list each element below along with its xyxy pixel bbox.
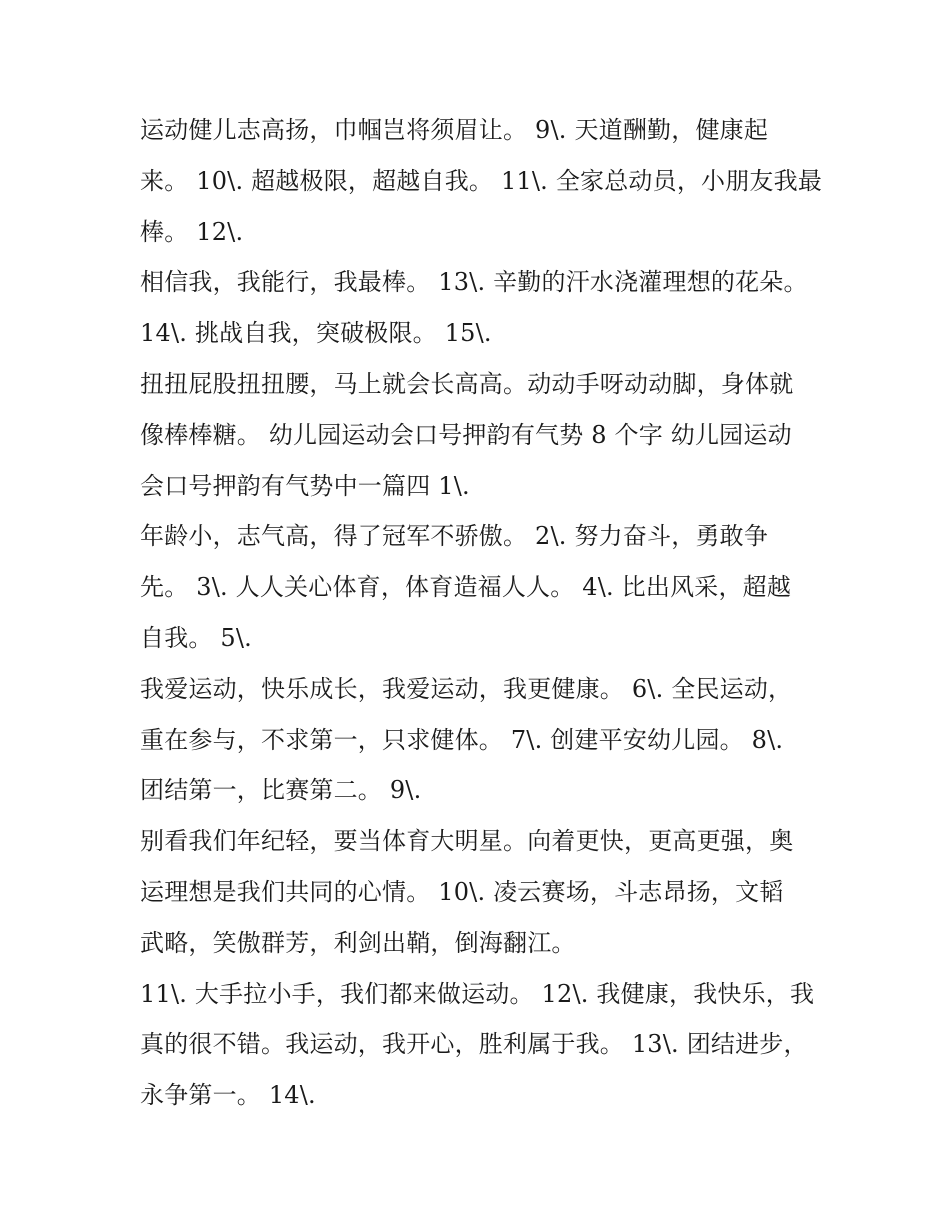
text-line: 会口号押韵有气势中一篇四 1\. [140, 471, 470, 500]
text-line: 运动健儿志高扬，巾帼岂将须眉让。 9\. 天道酬勤，健康起 [140, 116, 769, 144]
document-body [140, 105, 823, 1121]
text-line: 运理想是我们共同的心情。 10\. 凌云赛场，斗志昂扬，文韬 [140, 877, 784, 906]
text-line: 棒。 12\. [140, 217, 244, 246]
text-line: 别看我们年纪轻，要当体育大明星。向着更快，更高更强，奥 [140, 827, 794, 856]
text-line: 真的很不错。我运动，我开心，胜利属于我。 13\. 团结进步， [140, 1030, 808, 1059]
text-line: 先。 3\. 人人关心体育，体育造福人人。 4\. 比出风采，超越 [140, 573, 792, 602]
text-line: 扭扭屁股扭扭腰，马上就会长高高。动动手呀动动脚，身体就 [140, 369, 794, 398]
text-line: 永争第一。 14\. [140, 1081, 316, 1110]
text-line: 年龄小，志气高，得了冠军不骄傲。 2\. 努力奋斗，勇敢争 [140, 522, 769, 551]
text-line: 武略，笑傲群芳，利剑出鞘，倒海翻江。 [140, 928, 576, 957]
text-line: 来。 10\. 超越极限，超越自我。 11\. 全家总动员，小朋友我最 [140, 166, 823, 195]
text-line: 像棒棒糖。 幼儿园运动会口号押韵有气势 8 个字 幼儿园运动 [140, 420, 792, 449]
text-line: 相信我，我能行，我最棒。 13\. 辛勤的汗水浇灌理想的花朵。 [140, 268, 808, 297]
text-line: 团结第一，比赛第二。 9\. [140, 776, 422, 805]
text-line: 14\. 挑战自我，突破极限。 15\. [140, 319, 492, 348]
text-line: 自我。 5\. [140, 623, 253, 652]
text-line: 重在参与，不求第一，只求健体。 7\. 创建平安幼儿园。 8\. [140, 725, 784, 754]
text-line: 11\. 大手拉小手，我们都来做运动。 12\. 我健康，我快乐，我 [140, 979, 815, 1008]
text-line: 我爱运动，快乐成长，我爱运动，我更健康。 6\. 全民运动， [140, 674, 793, 703]
